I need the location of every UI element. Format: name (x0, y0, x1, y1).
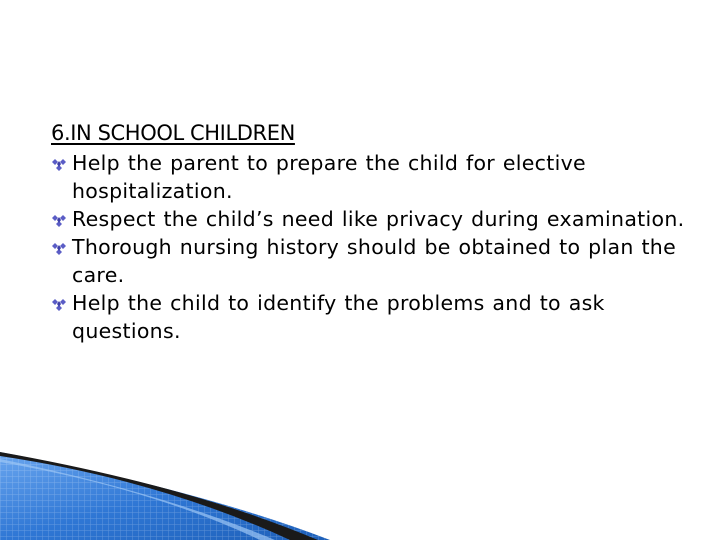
diamond-bullet-icon (51, 214, 67, 228)
bullet-item (51, 149, 701, 205)
slide-content (51, 119, 701, 345)
bullet-item (51, 205, 701, 233)
slide-title: 6.IN SCHOOL CHILDREN (51, 121, 295, 145)
bullet-item (51, 233, 701, 289)
diamond-bullet-icon (51, 242, 67, 256)
corner-swoosh-decoration (0, 440, 720, 540)
bullet-text: Help the parent to prepare the child for elective hospitalization. (72, 151, 586, 203)
bullet-list (51, 149, 701, 345)
diamond-bullet-icon (51, 158, 67, 172)
bullet-text: Respect the child’s need like privacy during examination. (72, 207, 685, 231)
bullet-item (51, 289, 701, 345)
diamond-bullet-icon (51, 298, 67, 312)
bullet-text: Help the child to identify the problems and to ask questions. (72, 291, 605, 343)
bullet-text: Thorough nursing history should be obtained to plan the care. (72, 235, 677, 287)
